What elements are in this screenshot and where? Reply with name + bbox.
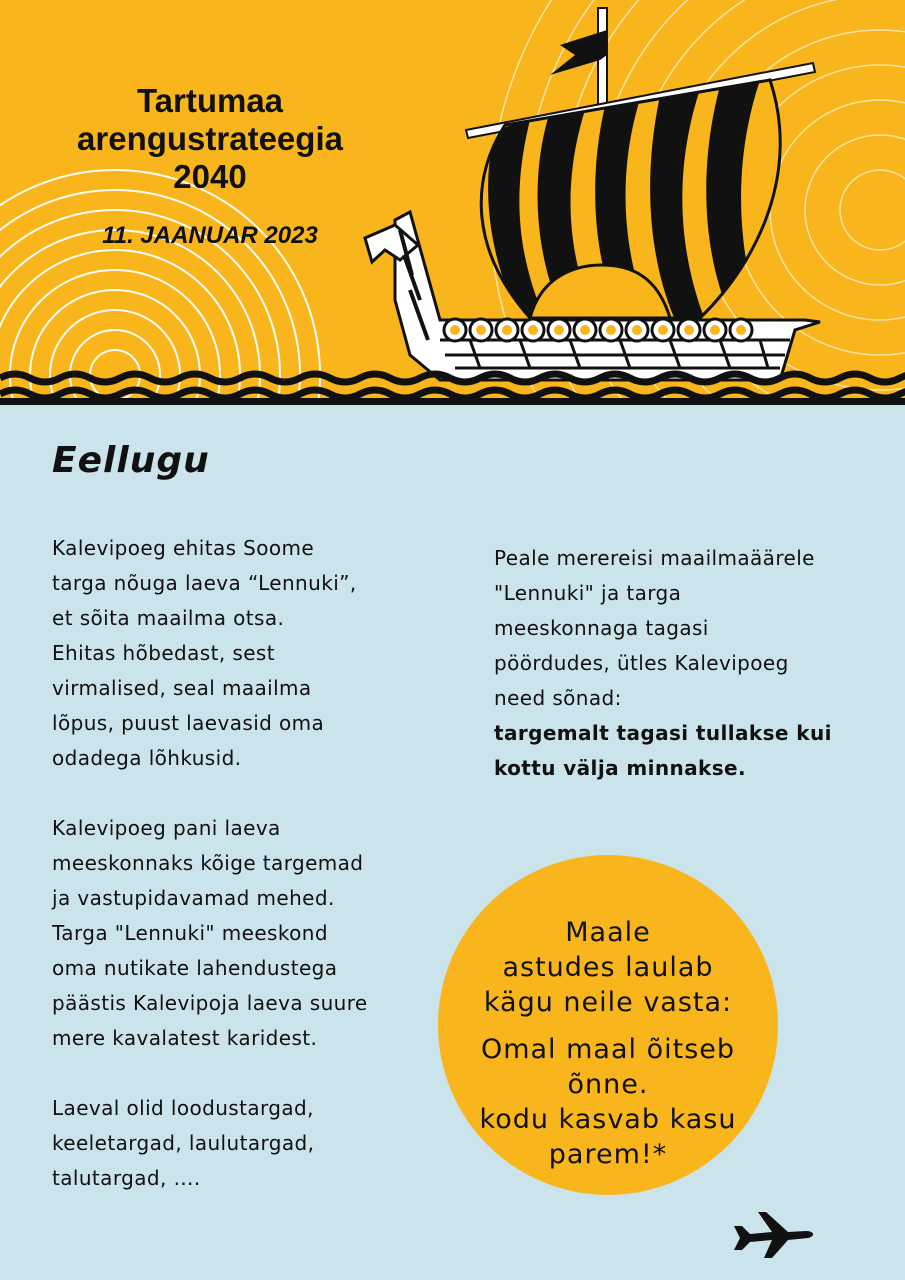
text-line: Targa "Lennuki" meeskond — [52, 921, 328, 945]
paragraph — [52, 531, 442, 776]
text-line: oma nutikate lahendustega — [52, 956, 338, 980]
right-column-text — [494, 541, 874, 786]
text-line: Kalevipoeg pani laeva — [52, 816, 281, 840]
text-line: need sõnad: — [494, 686, 622, 710]
circle-line: kodu kasvab kasu — [479, 1104, 737, 1135]
quote-circle-text — [438, 915, 778, 1172]
text-line: mere kavalatest karidest. — [52, 1026, 318, 1050]
circle-line: õnne. — [567, 1069, 649, 1100]
text-line: Ehitas hõbedast, sest — [52, 641, 275, 665]
text-line: meeskonnaga tagasi — [494, 616, 709, 640]
header-banner — [0, 0, 905, 405]
event-date: 11. JAANUAR 2023 — [102, 222, 318, 249]
text-line: päästis Kalevipoja laeva suure — [52, 991, 368, 1015]
page-title — [40, 82, 380, 196]
text-line: Kalevipoeg ehitas Soome — [52, 536, 315, 560]
quote-line: targemalt tagasi tullakse kui — [494, 721, 832, 745]
text-line: keeletargad, laulutargad, — [52, 1131, 315, 1155]
text-line: targa nõuga laeva “Lennuki”, — [52, 571, 357, 595]
text-line: ja vastupidavamad mehed. — [52, 886, 335, 910]
circle-line: astudes laulab — [502, 952, 714, 983]
circle-line: Maale — [565, 917, 651, 948]
text-line: meeskonnaks kõige targemad — [52, 851, 364, 875]
title-line: 2040 — [173, 158, 247, 195]
text-line: lõpus, puust laevasid oma — [52, 711, 325, 735]
circle-line: parem!* — [548, 1139, 668, 1170]
left-column-text — [52, 531, 442, 1196]
text-line: et sõita maailma otsa. — [52, 606, 285, 630]
paragraph — [52, 1091, 442, 1196]
text-line: talutargad, …. — [52, 1166, 201, 1190]
text-line: Laeval olid loodustargad, — [52, 1096, 314, 1120]
circle-line: Omal maal õitseb — [480, 1034, 736, 1065]
circle-line: kägu neile vasta: — [483, 987, 733, 1018]
text-line: virmalised, seal maailma — [52, 676, 312, 700]
quote-line: kottu välja minnakse. — [494, 756, 746, 780]
text-line: Peale merereisi maailmaäärele — [494, 546, 815, 570]
text-line: pöördudes, ütles Kalevipoeg — [494, 651, 789, 675]
title-line: Tartumaa — [136, 82, 284, 119]
text-line: "Lennuki" ja targa — [494, 581, 682, 605]
airplane-icon — [728, 1206, 818, 1262]
text-line: odadega lõhkusid. — [52, 746, 242, 770]
title-line: arengustrateegia — [77, 120, 343, 157]
viking-ship-illustration — [0, 0, 905, 405]
concentric-rings-left — [0, 170, 320, 405]
paragraph — [494, 541, 874, 786]
paragraph — [52, 811, 442, 1056]
section-heading: Eellugu — [52, 440, 210, 481]
